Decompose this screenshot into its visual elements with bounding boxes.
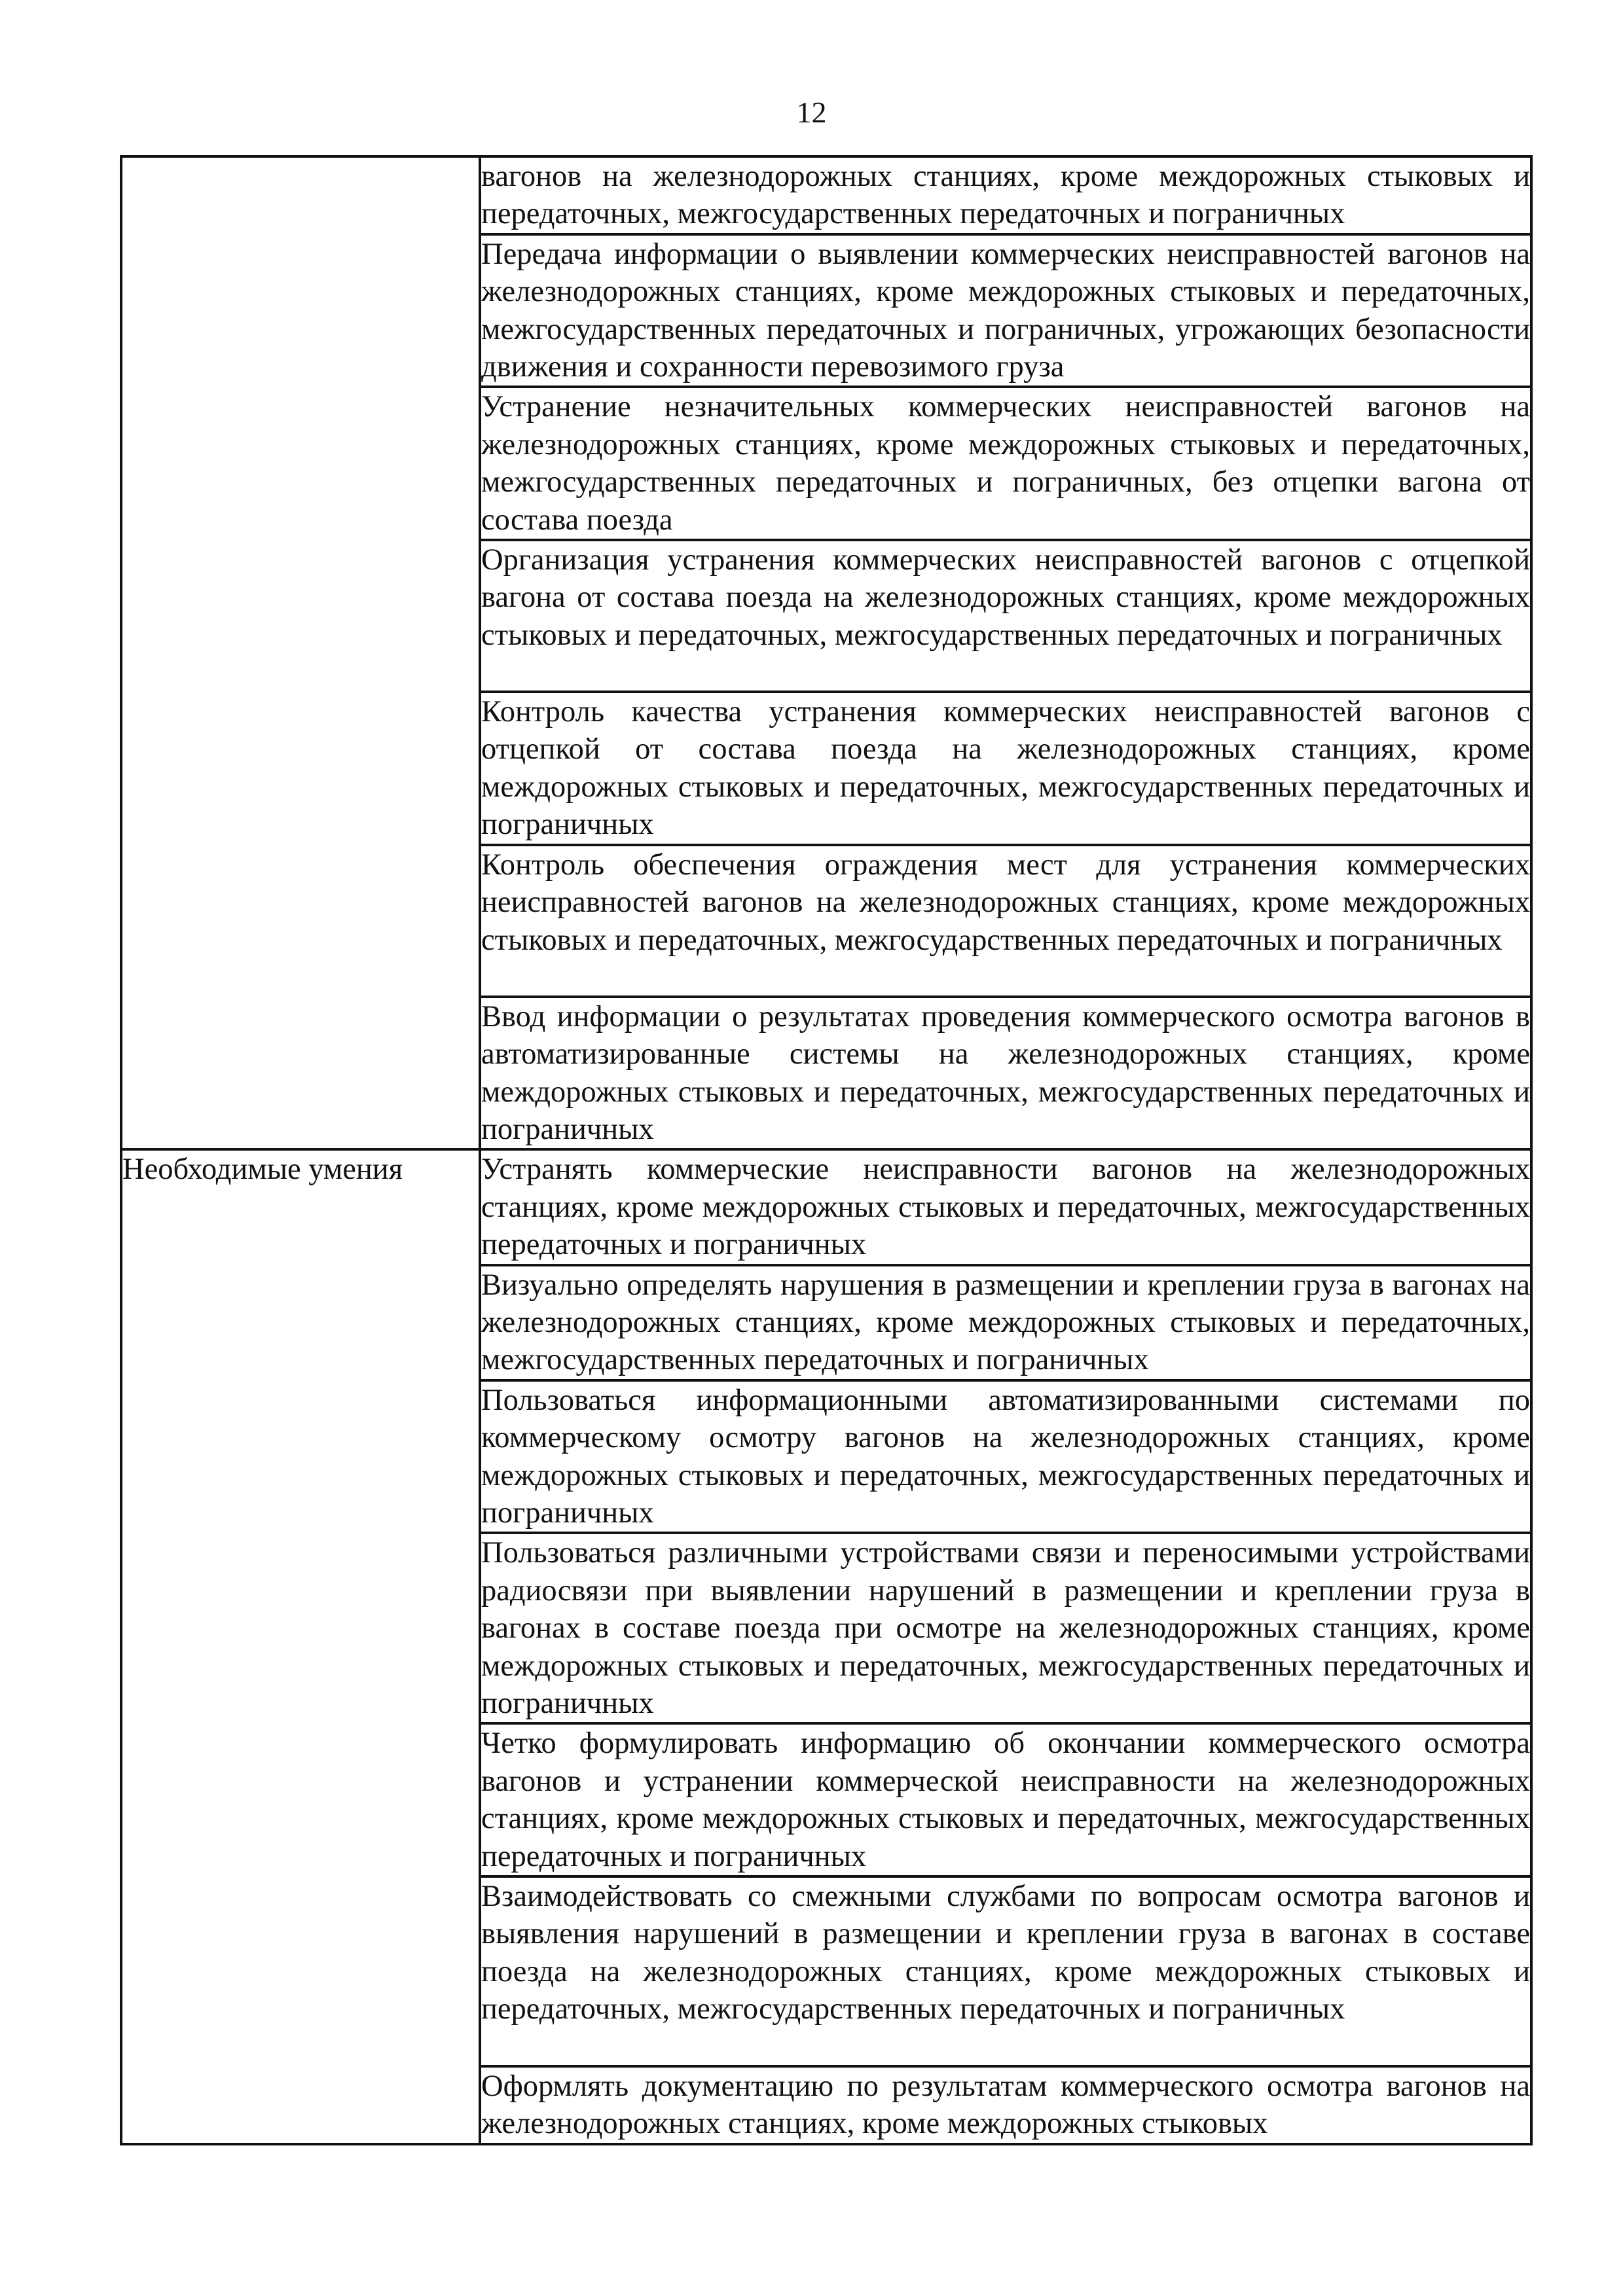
table-cell: Пользоваться различными устройствами связи и переносимыми устройствами радиосвязи при выявлении нарушений в размещении и креплении груза в вагонах в составе поезда при осмотре на железнодорожных станциях, кроме междорожных стыковых и передаточных, межгосударственных передаточных и пограничных <box>480 1533 1531 1723</box>
table-row <box>121 1149 1531 1265</box>
standard-table <box>120 155 1533 2145</box>
table-cell: Оформлять документацию по результатам коммерческого осмотра вагонов на железнодорожных станциях, кроме междорожных стыковых <box>480 2066 1531 2144</box>
table-cell: Устранение незначительных коммерческих неисправностей вагонов на железнодорожных станциях, кроме междорожных стыковых и передаточных, межгосударственных передаточных и пограничных, без отцепки вагона от состава поезда <box>480 387 1531 540</box>
section-label-continued <box>121 156 480 1149</box>
table-row <box>121 156 1531 234</box>
table-cell: Четко формулировать информацию об окончании коммерческого осмотра вагонов и устранении коммерческой неисправности на железнодорожных станциях, кроме междорожных стыковых и передаточных, межгосударственных передаточных и пограничных <box>480 1723 1531 1876</box>
table-cell: Ввод информации о результатах проведения коммерческого осмотра вагонов в автоматизированные системы на железнодорожных станциях, кроме междорожных стыковых и передаточных, межгосударственных передаточных и пограничных <box>480 997 1531 1150</box>
table-cell: Визуально определять нарушения в размещении и креплении груза в вагонах на железнодорожных станциях, кроме междорожных стыковых и передаточных, межгосударственных передаточных и пограничных <box>480 1265 1531 1380</box>
section-label-skills: Необходимые умения <box>121 1149 480 2144</box>
table-cell: Взаимодействовать со смежными службами по вопросам осмотра вагонов и выявления нарушений в размещении и креплении груза в вагонах в составе поезда на железнодорожных станциях, кроме междорожных стыковых и передаточных, межгосударственных передаточных и пограничных <box>480 1876 1531 2066</box>
table-cell: Пользоваться информационными автоматизированными системами по коммерческому осмотру вагонов на железнодорожных станциях, кроме междорожных стыковых и передаточных, межгосударственных передаточных и пограничных <box>480 1380 1531 1534</box>
table-cell: вагонов на железнодорожных станциях, кроме междорожных стыковых и передаточных, межгосударственных передаточных и пограничных <box>480 156 1531 234</box>
table-cell: Контроль обеспечения ограждения мест для устранения коммерческих неисправностей вагонов на железнодорожных станциях, кроме междорожных стыковых и передаточных, межгосударственных передаточных и пограничных <box>480 845 1531 997</box>
table-cell: Организация устранения коммерческих неисправностей вагонов с отцепкой вагона от состава поезда на железнодорожных станциях, кроме междорожных стыковых и передаточных, межгосударственных передаточных и пограничных <box>480 540 1531 692</box>
table-cell: Передача информации о выявлении коммерческих неисправностей вагонов на железнодорожных станциях, кроме междорожных стыковых и передаточных, межгосударственных передаточных и пограничных, угрожающих безопасности движения и сохранности перевозимого груза <box>480 234 1531 387</box>
table-cell: Контроль качества устранения коммерческих неисправностей вагонов с отцепкой от состава поезда на железнодорожных станциях, кроме междорожных стыковых и передаточных, межгосударственных передаточных и пограничных <box>480 692 1531 845</box>
page-number: 12 <box>796 96 827 129</box>
table-cell: Устранять коммерческие неисправности вагонов на железнодорожных станциях, кроме междорожных стыковых и передаточных, межгосударственных передаточных и пограничных <box>480 1149 1531 1265</box>
